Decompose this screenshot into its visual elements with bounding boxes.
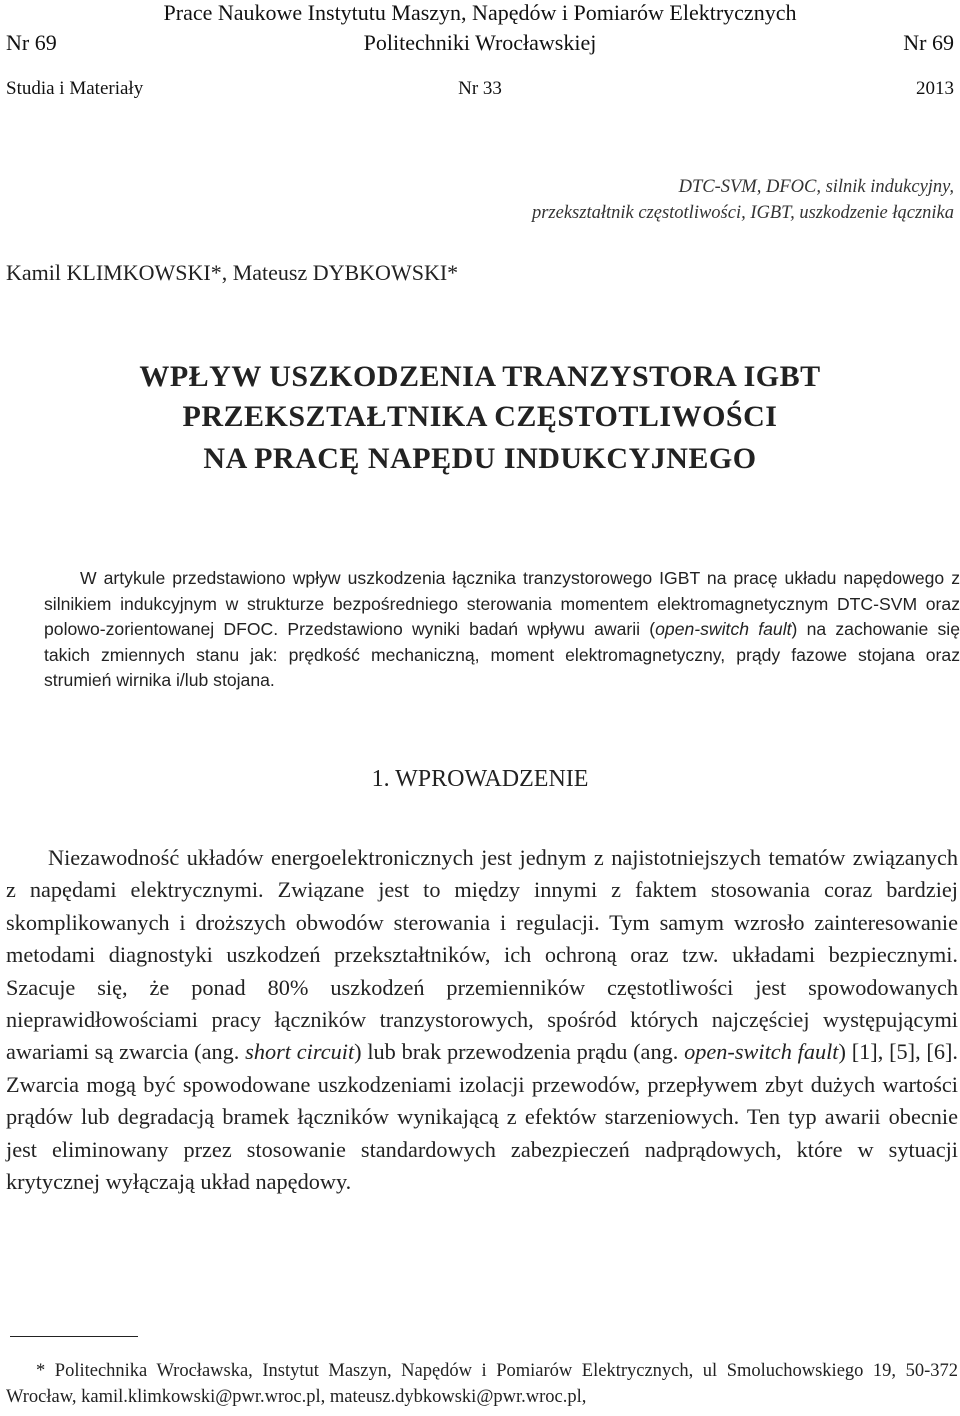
title-line-2: PRZEKSZTAŁTNIKA CZĘSTOTLIWOŚCI: [182, 400, 778, 433]
footnote: [6, 1358, 958, 1410]
year: 2013: [916, 78, 954, 99]
body-text-1: Niezawodność układów energoelektronicznych jest jednym z najistotniejszych tematów związanych z napędami elektrycznymi. Związane jest to między innymi z faktem stosowania coraz bardziej skomplikowanych i droższych obwodów sterowania i regulacji. Tym samym wzrosło zainteresowanie metodami diagnostyki uszkodzeń przekształtników, ich ochroną oraz tzw. układami bezpiecznymi. Szacuje się, że ponad 80% uszkodzeń przemienników częstotliwości jest spowodowanych nieprawidłowościami pracy łączników tranzystorowych, spośród których najczęściej występującymi awariami są zwarcia (ang.: [6, 845, 958, 1065]
authors: Kamil KLIMKOWSKI*, Mateusz DYBKOWSKI*: [6, 260, 459, 285]
keywords-line-1: DTC-SVM, DFOC, silnik indukcyjny,: [678, 177, 954, 197]
university-name: Politechniki Wrocławskiej: [363, 30, 597, 55]
abstract-italic: open-switch fault: [655, 619, 792, 640]
body-text-2: ) lub brak przewodzenia prądu (ang.: [354, 1039, 685, 1065]
body-italic-2: open-switch fault: [684, 1039, 839, 1065]
footnote-rule: [10, 1336, 138, 1337]
abstract-text-1: W artykule przedstawiono wpływ uszkodzenia łącznika tranzystorowego IGBT na pracę układu napędowego z silnikiem indukcyjnym w strukturze bezpośredniego sterowania momentem elektromagnetycznym DTC-SVM oraz polowo-zorientowanej DFOC. Przedstawiono wyniki badań wpływu awarii (: [44, 568, 960, 640]
body-paragraph: [6, 842, 958, 1198]
title-line-3: NA PRACĘ NAPĘDU INDUKCYJNEGO: [203, 442, 757, 475]
abstract: [44, 566, 960, 694]
abstract-text-2: ) na zachowanie się takich zmiennych stanu jak: prędkość mechaniczną, moment elektromagnetyczny, prądy fazowe stojana oraz strumień wirnika i/lub stojana.: [44, 619, 960, 691]
footnote-text: * Politechnika Wrocławska, Instytut Maszyn, Napędów i Pomiarów Elektrycznych, ul Smoluchowskiego 19, 50-372 Wrocław, kamil.klimkowski@pwr.wroc.pl, mateusz.dybkowski@pwr.wroc.pl,: [6, 1361, 958, 1407]
series-number: Nr 33: [458, 78, 502, 99]
issue-number-right: Nr 69: [903, 30, 954, 55]
body-text-3: ) [1], [5], [6]. Zwarcia mogą być spowodowane uszkodzeniami izolacji przewodów, przepływem zbyt dużych wartości prądów lub degradacją bramek łączników wynikającą z efektów starzeniowych. Ten typ awarii obecnie jest eliminowany przez stosowanie standardowych zabezpieczeń nadprądowych, które w sytuacji krytycznej wyłączają układ napędowy.: [6, 1039, 958, 1195]
issue-number-left: Nr 69: [6, 30, 57, 55]
journal-title: Prace Naukowe Instytutu Maszyn, Napędów i Pomiarów Elektrycznych: [163, 0, 797, 25]
keywords-line-2: przekształtnik częstotliwości, IGBT, uszkodzenie łącznika: [531, 203, 954, 223]
body-italic-1: short circuit: [245, 1039, 355, 1065]
title-line-1: WPŁYW USZKODZENIA TRANZYSTORA IGBT: [139, 360, 821, 393]
section-heading: 1. WPROWADZENIE: [371, 766, 589, 792]
series-name: Studia i Materiały: [6, 78, 144, 99]
